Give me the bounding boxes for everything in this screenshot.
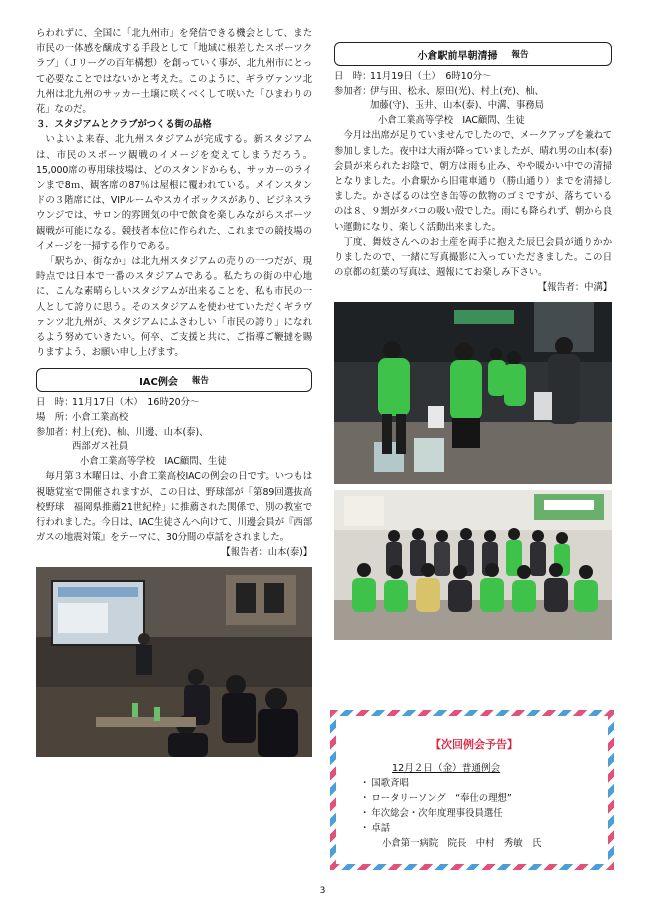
notice-item: ・ ロータリーソング “奉仕の理想” <box>360 793 512 804</box>
iac-section-title <box>36 368 312 392</box>
right-column <box>334 26 612 640</box>
iac-place-label: 場 所： <box>36 412 74 424</box>
cleaning-attendees-label: 参加者： <box>334 85 372 97</box>
iac-meeting-photo <box>36 567 312 757</box>
iac-date-label: 日 時： <box>36 397 74 409</box>
notice-item: ・ 年次総会・次年度理事役員選任 <box>360 808 503 819</box>
cleaning-attendees-row <box>334 85 612 100</box>
notice-inner <box>336 716 608 864</box>
intro-paragraph: らわれずに、全国に「北九州市」を発信できる機会として、また市民の一体感を醸成する手段として「地域に根差したスポーツクラブ」（Ｊリーグの百年構想）を創っていく事が、北九州市にとって必要なことではないかと考えた。このように、ギラヴァンツ北九州は北九州のサッカー土壌に咲くべくして咲いた「ひまわりの花」なのだ。 <box>36 28 312 116</box>
notice-speaker: 小倉第一病院 院長 中村 秀敏 氏 <box>382 838 542 849</box>
iac-title-sub: 報告 <box>191 376 209 387</box>
cleaning-date-label: 日 時： <box>334 71 372 82</box>
cleaning-attendees-row-3 <box>334 114 612 129</box>
cleaning-attendees-1: 伊与田、松永、原田(光)、村上(充)、杣、 <box>370 85 545 97</box>
cleaning-body-1: 今月は出席が足りていませんでしたので、メークアップを兼ねて参加しました。夜中は大雨が降っていましたが、晴れ男の山本(泰)会員が来られたお陰で、朝方は雨も止み、やや暖かい中での清掃となりました。小倉駅から旧電車通り（勝山通り）までを清掃しました。かさばるのは空き缶等の飲物のゴミですが、落ちているのは８、９割がタバコの吸い殻でした。雨にも降られず、朝から良い運動になり、楽しく活動出来ました。 <box>334 130 612 233</box>
iac-attendees-row-3 <box>36 455 312 470</box>
cleaning-body-2: 丁度、舞妓さんへのお土産を両手に抱えた辰巳会員が通りかかりましたので、一緒に写真撮影に入っていただきました。この日の京都の紅葉の写真は、週報にてお楽しみ下さい。 <box>334 236 612 279</box>
cleaning-date-row <box>334 70 612 85</box>
iac-attendees-row-2 <box>36 440 312 455</box>
iac-attendees-2: 西部ガス社員 <box>72 441 129 453</box>
iac-title: IAC例会 <box>139 376 178 388</box>
cleaning-date: 11月19日（土） 6時10分～ <box>370 71 492 82</box>
cleaning-section-title <box>334 42 612 66</box>
iac-body: 毎月第３木曜日は、小倉工業高校IACの例会の日です。いつもは視聴覚室で開催されますが、この日は、野球部が「第89回選抜高校野球 福岡県推薦21世紀枠」に推薦された関係で、別の教室で行われました。今日は、IAC生徒さんへ向けて、川邊会員が『西部ガスの地震対策』をテーマに、30分間の卓話をされました。 <box>36 471 312 544</box>
iac-reporter: 【報告者：山本(泰)】 <box>221 547 312 559</box>
left-column <box>36 26 312 757</box>
stadium-paragraph-1: いよいよ来春、北九州スタジアムが完成する。新スタジアムは、市民のスポーツ観戦のイメージを変えてしまうだろう。15,000席の専用球技場は、どのスタンドからも、サッカーのラインまで8ｍ、観客席の87％は屋根に覆われている。メインスタンドの３階席には、VIPルームやスカイボックスがあり、ビジネスラウンジでは、サロン的雰囲気の中で飲食を楽しみながらスポーツ観戦が可能になる。競技者本位に作られた、これまでの競技場のイメージを一掃する作りである。 <box>36 134 312 252</box>
cleaning-title: 小倉駅前早朝清掃 <box>417 50 498 62</box>
iac-attendees-label: 参加者： <box>36 426 74 438</box>
cleaning-attendees-3: 小倉工業高等学校 IAC顧問、生徒 <box>378 114 525 126</box>
cleaning-photo-street <box>334 302 612 484</box>
iac-date-row <box>36 396 312 411</box>
section-heading-3: ３．スタジアムとクラブがつくる街の品格 <box>36 119 212 131</box>
iac-attendees-1: 村上(充)、杣、川邊、山本(泰)、 <box>72 426 209 438</box>
notice-item: ・ 卓話 <box>360 823 391 834</box>
notice-item: ・ 国歌斉唱 <box>360 778 409 789</box>
cleaning-photo-group <box>334 490 612 640</box>
stadium-paragraph-2: 「駅ちか、街なか」は北九州スタジアムの売りの一つだが、現時点では日本で一番のスタジアムである。私たちの街の中心地に、こんな素晴らしいスタジアムが出来ることを、私も市民の一人として誇りに思う。そのスタジアムを使わせていただくギラヴァンツ北九州が、スタジアムにふさわしい「市民の誇り」になれるよう努めていきたい。何卒、ご支援と共に、ご指導ご鞭撻を賜りますよう、お願い申し上げます。 <box>36 256 312 359</box>
iac-place-row <box>36 411 312 426</box>
cleaning-attendees-2: 加藤(守)、玉井、山本(泰)、中溝、事務局 <box>370 100 545 112</box>
notice-title: 【次回例会予告】 <box>430 738 518 751</box>
iac-place: 小倉工業高校 <box>72 412 129 424</box>
cleaning-reporter: 【報告者：中溝】 <box>537 282 612 294</box>
iac-attendees-3: 小倉工業高等学校 IAC顧問、生徒 <box>80 455 227 467</box>
iac-attendees-row <box>36 426 312 441</box>
notice-date: 12月２日（金）普通例会 <box>392 763 501 774</box>
next-meeting-notice <box>330 710 614 870</box>
page-number: 3 <box>319 886 326 896</box>
cleaning-attendees-row-2 <box>334 99 612 114</box>
iac-date: 11月17日（木） 16時20分～ <box>72 397 200 409</box>
cleaning-title-sub: 報告 <box>511 50 529 60</box>
